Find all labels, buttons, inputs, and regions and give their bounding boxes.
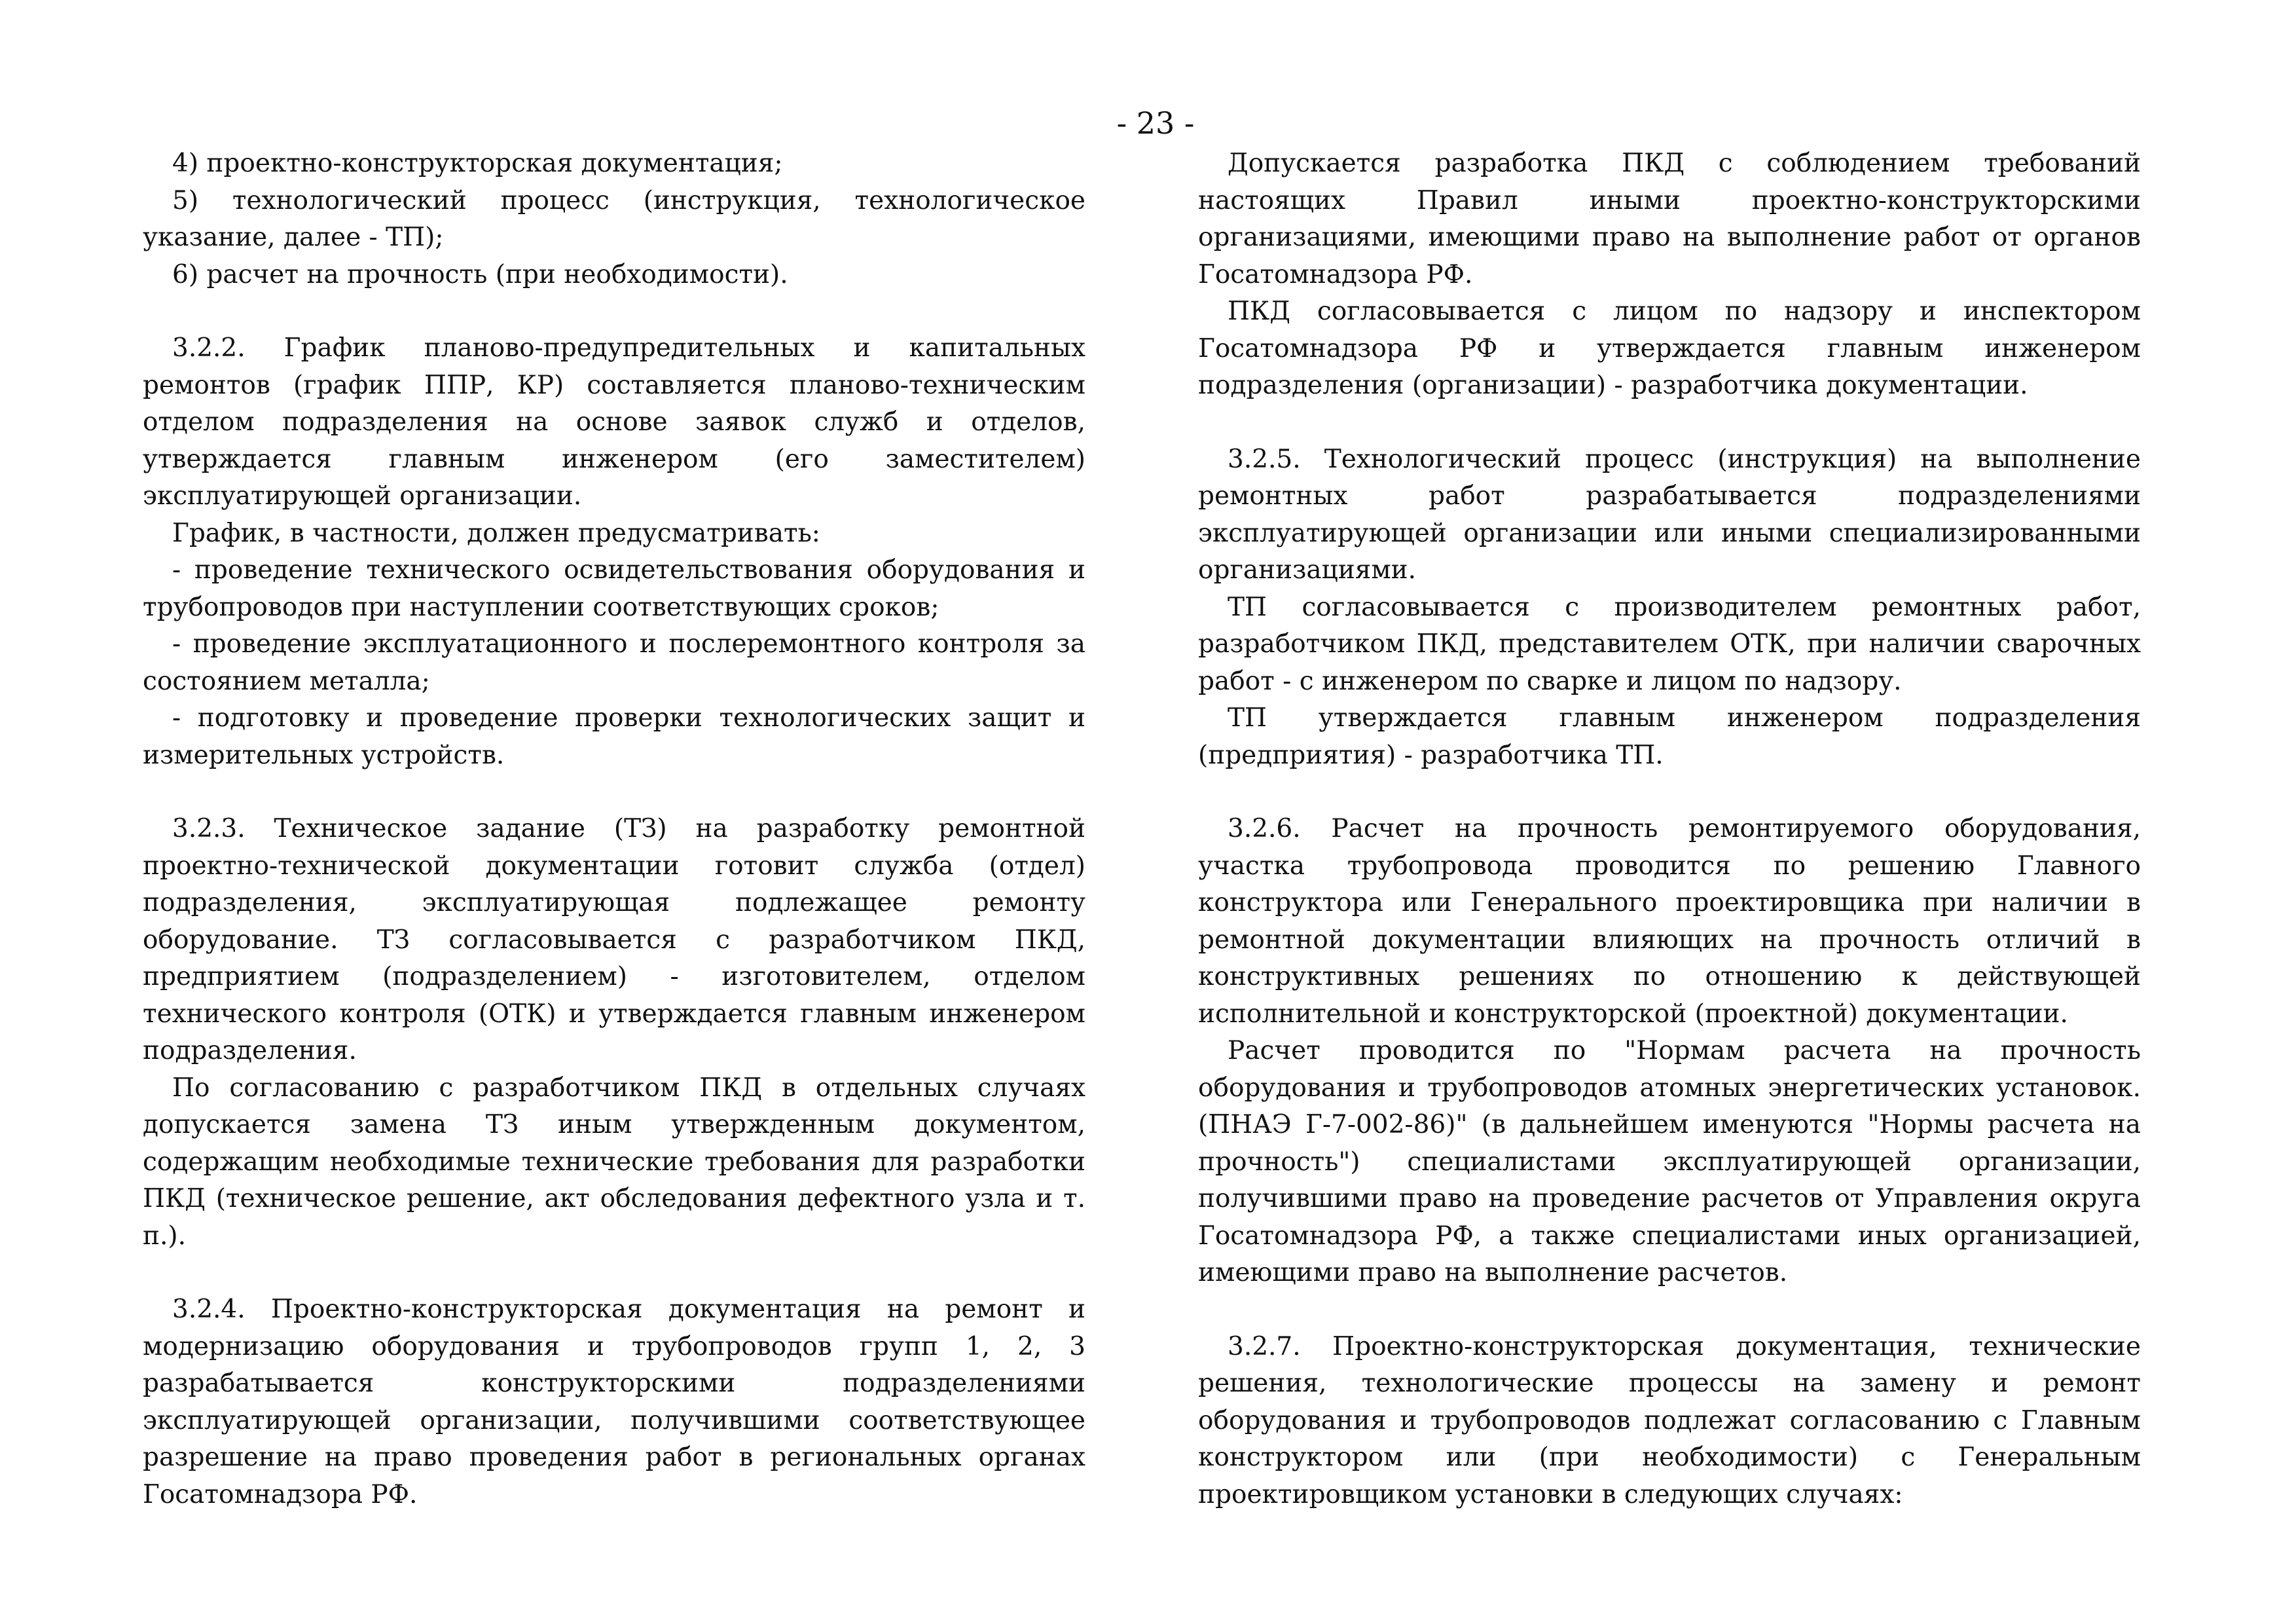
page-number: - 23 - bbox=[1116, 105, 1195, 141]
list-item: 4) проектно-конструкторская документация; bbox=[172, 149, 783, 178]
paragraph: Допускается разработка ПКД с соблюдением требований настоящих Правил иными проектно-конструкторскими организациями, имеющими право на выполнение работ от органов Госатомнадзора РФ. bbox=[1198, 149, 2141, 289]
section-3-2-6-paragraph: 3.2.6. Расчет на прочность ремонтируемого оборудования, участка трубопровода проводится по решению Главного конструктора или Генерального проектировщика при наличии в ремонтной документации влияющих на прочность отличий в конструктивных решениях по отношению к действующей исполнительной и конструкторской (проектной) документации. bbox=[1198, 814, 2141, 1029]
paragraph: ТП согласовывается с производителем ремонтных работ, разработчиком ПКД, представителем ОТК, при наличии сварочных работ - с инженером по сварке и лицом по надзору. bbox=[1198, 592, 2141, 696]
paragraph: ТП утверждается главным инженером подразделения (предприятия) - разработчика ТП. bbox=[1198, 703, 2141, 770]
section-3-2-4-paragraph: 3.2.4. Проектно-конструкторская документация на ремонт и модернизацию оборудования и трубопроводов групп 1, 2, 3 разрабатывается конструкторскими подразделениями эксплуатирующей организации, получившими соответствующее разрешение на право проведения работ в региональных органах Госатомнадзора РФ. bbox=[143, 1295, 1085, 1509]
paragraph: ПКД согласовывается с лицом по надзору и инспектором Госатомнадзора РФ и утверждается главным инженером подразделения (организации) - разработчика документации. bbox=[1198, 297, 2141, 400]
list-item: - подготовку и проведение проверки технологических защит и измерительных устройств. bbox=[143, 703, 1085, 770]
section-3-2-3-paragraph: 3.2.3. Техническое задание (ТЗ) на разработку ремонтной проектно-технической документации готовит служба (отдел) подразделения, эксплуатирующая подлежащее ремонту оборудование. ТЗ согласовывается с разработчиком ПКД, предприятием (подразделением) - изготовителем, отделом технического контроля (ОТК) и утверждается главным инженером подразделения. bbox=[143, 814, 1085, 1065]
list-item: 5) технологический процесс (инструкция, технологическое указание, далее - ТП); bbox=[143, 185, 1085, 252]
left-column bbox=[143, 145, 1085, 1513]
paragraph: Расчет проводится по "Нормам расчета на прочность оборудования и трубопроводов атомных энергетических установок. (ПНАЭ Г-7-002-86)" (в дальнейшем именуются "Нормы расчета на прочность") специалистами эксплуатирующей организации, получившими право на проведение расчетов от Управления округа Госатомнадзора РФ, а также специалистами иных организацией, имеющими право на выполнение расчетов. bbox=[1198, 1036, 2141, 1287]
section-3-2-2-paragraph: 3.2.2. График планово-предупредительных и капитальных ремонтов (график ППР, КР) составляется планово-техническим отделом подразделения на основе заявок служб и отделов, утверждается главным инженером (его заместителем) эксплуатирующей организации. bbox=[143, 333, 1085, 511]
list-item: - проведение эксплуатационного и послеремонтного контроля за состоянием металла; bbox=[143, 629, 1085, 696]
paragraph: График, в частности, должен предусматривать: bbox=[172, 518, 820, 548]
paragraph: По согласованию с разработчиком ПКД в отдельных случаях допускается замена ТЗ иным утвержденным документом, содержащим необходимые технические требования для разработки ПКД (техническое решение, акт обследования дефектного узла и т. п.). bbox=[143, 1073, 1085, 1251]
right-column bbox=[1198, 145, 2141, 1513]
section-3-2-5-paragraph: 3.2.5. Технологический процесс (инструкция) на выполнение ремонтных работ разрабатывается подразделениями эксплуатирующей организации или иными специализированными организациями. bbox=[1198, 444, 2141, 585]
section-3-2-7-paragraph: 3.2.7. Проектно-конструкторская документация, технические решения, технологические процессы на замену и ремонт оборудования и трубопроводов подлежат согласованию с Главным конструктором или (при необходимости) с Генеральным проектировщиком установки в следующих случаях: bbox=[1198, 1331, 2141, 1509]
list-item: - проведение технического освидетельствования оборудования и трубопроводов при наступлении соответствующих сроков; bbox=[143, 555, 1085, 622]
list-item: 6) расчет на прочность (при необходимости). bbox=[172, 259, 788, 289]
